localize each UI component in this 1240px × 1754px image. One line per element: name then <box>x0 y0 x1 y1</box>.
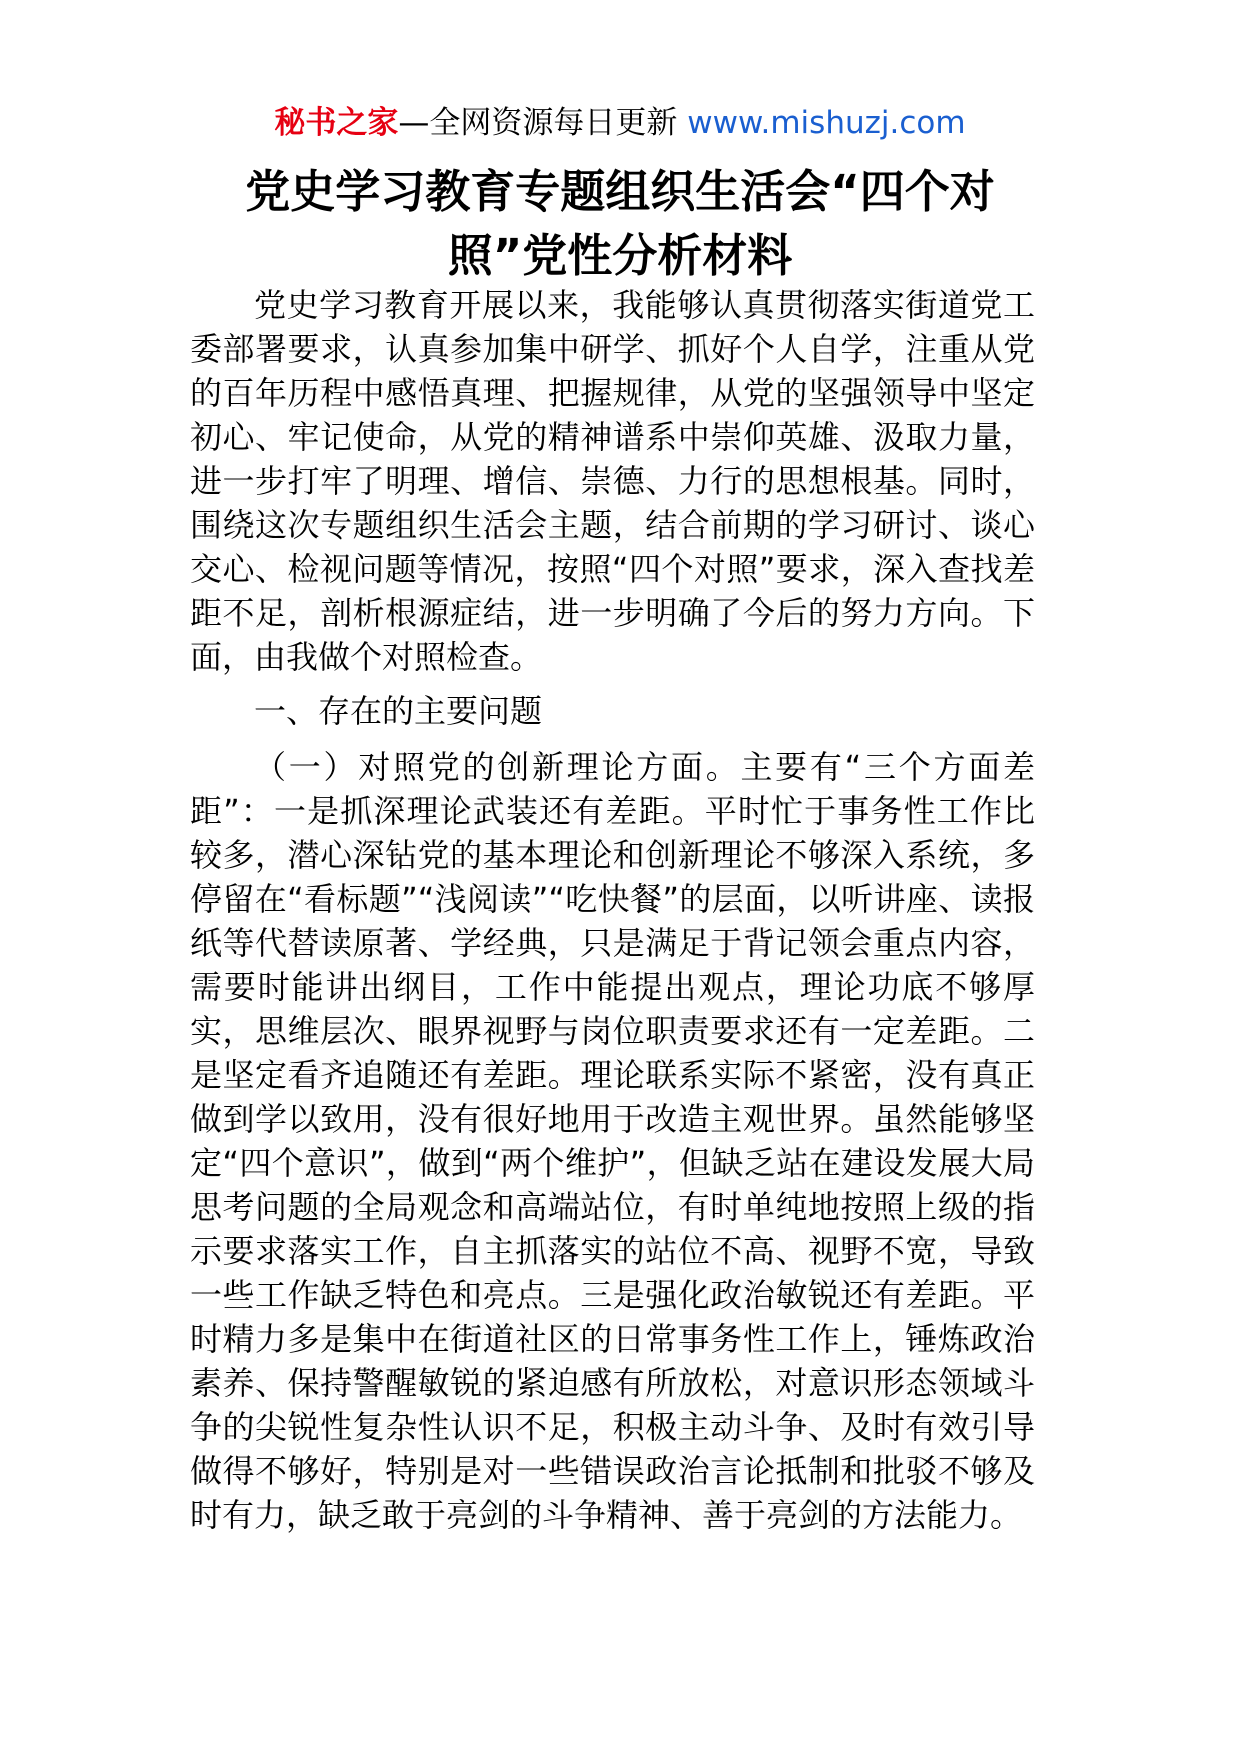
site-header <box>0 103 1240 143</box>
document-body <box>190 283 1035 1537</box>
intro-paragraph: 党史学习教育开展以来，我能够认真贯彻落实街道党工委部署要求，认真参加集中研学、抓好个人自学，注重从党的百年历程中感悟真理、把握规律，从党的坚强领导中坚定初心、牢记使命，从党的精神谱系中崇仰英雄、汲取力量，进一步打牢了明理、增信、崇德、力行的思想根基。同时，围绕这次专题组织生活会主题，结合前期的学习研讨、谈心交心、检视问题等情况，按照“四个对照”要求，深入查找差距不足，剖析根源症结，进一步明确了今后的努力方向。下面，由我做个对照检查。 <box>190 286 1035 676</box>
site-url-link[interactable]: www.mishuzj.com <box>687 105 966 141</box>
document-title: 党史学习教育专题组织生活会“四个对照”党性分析材料 <box>245 165 995 282</box>
brand-name: 秘书之家 <box>274 105 399 141</box>
header-tagline: —全网资源每日更新 <box>398 105 688 141</box>
section-paragraph: （一）对照党的创新理论方面。主要有“三个方面差距”：一是抓深理论武装还有差距。平时忙于事务性工作比较多，潜心深钻党的基本理论和创新理论不够深入系统，多停留在“看标题”“浅阅读”“吃快餐”的层面，以听讲座、读报纸等代替读原著、学经典，只是满足于背记领会重点内容，需要时能讲出纲目，工作中能提出观点，理论功底不够厚实，思维层次、眼界视野与岗位职责要求还有一定差距。二是坚定看齐追随还有差距。理论联系实际不紧密，没有真正做到学以致用，没有很好地用于改造主观世界。虽然能够坚定“四个意识”，做到“两个维护”，但缺乏站在建设发展大局思考问题的全局观念和高端站位，有时单纯地按照上级的指示要求落实工作，自主抓落实的站位不高、视野不宽，导致一些工作缺乏特色和亮点。三是强化政治敏锐还有差距。平时精力多是集中在街道社区的日常事务性工作上，锤炼政治素养、保持警醒敏锐的紧迫感有所放松，对意识形态领域斗争的尖锐性复杂性认识不足，积极主动斗争、及时有效引导做得不够好，特别是对一些错误政治言论抵制和批驳不够及时有力，缺乏敢于亮剑的斗争精神、善于亮剑的方法能力。 <box>190 748 1035 1534</box>
section-heading: 一、存在的主要问题 <box>254 692 543 730</box>
